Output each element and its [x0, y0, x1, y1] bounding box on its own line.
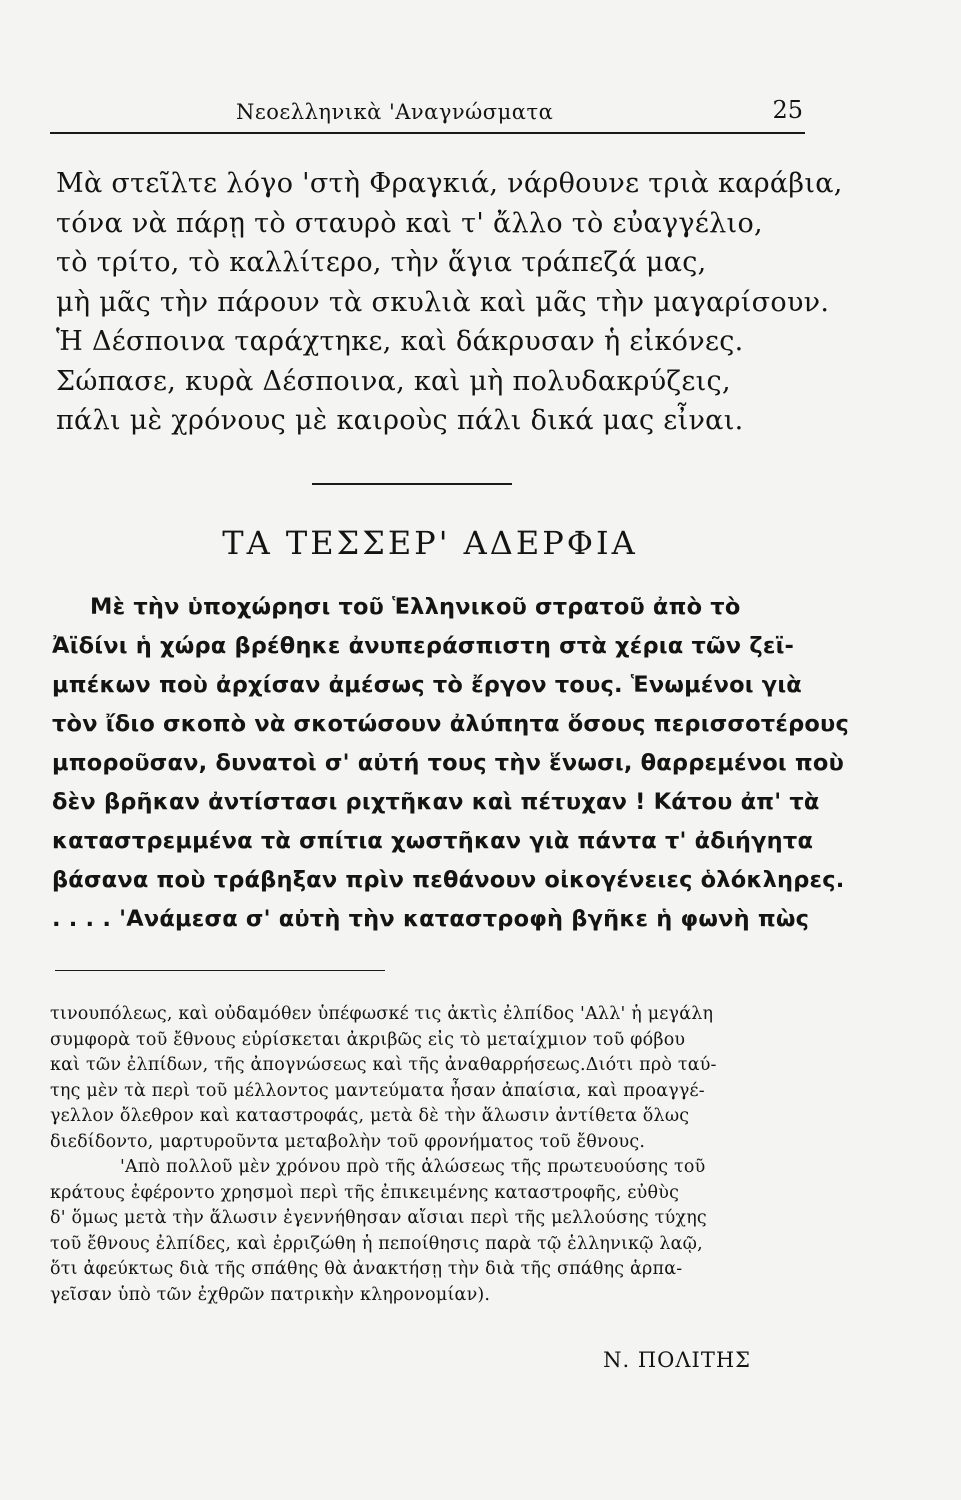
body-line: Ἀϊδίνι ἡ χώρα βρέθηκε ἀνυπεράσπιστη στὰ χέρια τῶν ζεϊ-: [52, 633, 795, 659]
footnote-divider: [55, 970, 385, 971]
poem-line: πάλι μὲ χρόνους μὲ καιροὺς πάλι δικά μας εἶναι.: [56, 405, 744, 436]
author-signature: Ν. ΠΟΛΙΤΗΣ: [603, 1348, 751, 1372]
body-line: καταστρεμμένα τὰ σπίτια χωστῆκαν γιὰ πάντα τ' ἀδιήγητα: [52, 828, 814, 854]
section-title: ΤΑ ΤΕΣΣΕΡ' ΑΔΕΡΦΙΑ: [222, 524, 638, 562]
footnote-line: της μὲν τὰ περὶ τοῦ μέλλοντος μαντεύματα ἦσαν ἀπαίσια, καὶ προαγγέ-: [50, 1080, 705, 1101]
footnote-line: 'Απὸ πολλοῦ μὲν χρόνου πρὸ τῆς ἁλώσεως τῆς πρωτευούσης τοῦ: [120, 1157, 706, 1177]
body-line: . . . . 'Ανάμεσα σ' αὐτὴ τὴν καταστροφὴ βγῆκε ἡ φωνὴ πὼς: [52, 906, 810, 932]
body-line: δὲν βρῆκαν ἀντίστασι ριχτῆκαν καὶ πέτυχαν ! Κάτου ἀπ' τὰ: [52, 789, 820, 815]
section-body: [52, 588, 849, 939]
footnote-line: συμφορὰ τοῦ ἔθνους εὑρίσκεται ἀκριβῶς εἰς τὸ μεταίχμιον τοῦ φόβου: [50, 1029, 686, 1050]
page-number: 25: [772, 96, 803, 124]
body-line: Μὲ τὴν ὑποχώρησι τοῦ Ἑλληνικοῦ στρατοῦ ἀπὸ τὸ: [90, 594, 741, 620]
running-title: Νεοελληνικὰ 'Αναγνώσματα: [236, 100, 554, 124]
footnote-line: κράτους ἐφέροντο χρησμοὶ περὶ τῆς ἐπικειμένης καταστροφῆς, εὐθὺς: [50, 1182, 680, 1203]
poem-line: τόνα νὰ πάρῃ τὸ σταυρὸ καὶ τ' ἄλλο τὸ εὐαγγέλιο,: [56, 207, 763, 239]
poem-line: τὸ τρίτο, τὸ καλλίτερο, τὴν ἅγια τράπεζά μας,: [56, 247, 707, 278]
footnote-line: διεδίδοντο, μαρτυροῦντα μεταβολὴν τοῦ φρονήματος τοῦ ἔθνους.: [50, 1131, 646, 1152]
poem-line: Μὰ στεῖλτε λόγο 'στὴ Φραγκιά, νάρθουνε τριὰ καράβια,: [56, 168, 843, 199]
section-divider: [312, 483, 512, 485]
poem-stanza: [56, 164, 843, 441]
page-header: [50, 96, 805, 134]
body-line: βάσανα ποὺ τράβηξαν πρὶν πεθάνουν οἰκογένειες ὁλόκληρες.: [52, 867, 845, 893]
footnote-line: δ' ὅμως μετὰ τὴν ἅλωσιν ἐγεννήθησαν αἴσιαι περὶ τῆς μελλούσης τύχης: [50, 1208, 707, 1228]
footnote-line: τινουπόλεως, καὶ οὐδαμόθεν ὑπέφωσκέ τις ἀκτὶς ἐλπίδος 'Αλλ' ἡ μεγάλη: [50, 1004, 714, 1024]
body-line: μπέκων ποὺ ἀρχίσαν ἀμέσως τὸ ἔργον τους. Ἑνωμένοι γιὰ: [52, 672, 802, 698]
poem-line: μὴ μᾶς τὴν πάρουν τὰ σκυλιὰ καὶ μᾶς τὴν μαγαρίσουν.: [56, 286, 830, 318]
body-line: μποροῦσαν, δυνατοὶ σ' αὐτή τους τὴν ἕνωσι, θαρρεμένοι ποὺ: [52, 750, 844, 776]
footnote-line: γελλον ὄλεθρον καὶ καταστροφάς, μετὰ δὲ τὴν ἅλωσιν ἀντίθετα ὅλως: [50, 1106, 690, 1126]
footnote-line: τοῦ ἔθνους ἐλπίδες, καὶ ἐρριζώθη ἡ πεποίθησις παρὰ τῷ ἑλληνικῷ λαῷ,: [50, 1233, 703, 1254]
poem-line: Ἡ Δέσποινα ταράχτηκε, καὶ δάκρυσαν ἡ εἰκόνες.: [56, 326, 744, 357]
footnote: [50, 1002, 820, 1308]
poem-line: Σώπασε, κυρὰ Δέσποινα, καὶ μὴ πολυδακρύζεις,: [56, 365, 731, 397]
footnote-line: καὶ τῶν ἐλπίδων, τῆς ἀπογνώσεως καὶ τῆς ἀναθαρρήσεως.Διότι πρὸ ταύ-: [50, 1055, 717, 1075]
footnote-line: ὅτι ἀφεύκτως διὰ τῆς σπάθης θὰ ἀνακτήσῃ τὴν διὰ τῆς σπάθης ἁρπα-: [50, 1259, 683, 1279]
body-line: τὸν ἴδιο σκοπὸ νὰ σκοτώσουν ἀλύπητα ὅσους περισσοτέρους: [52, 711, 849, 737]
footnote-line: γεῖσαν ὑπὸ τῶν ἐχθρῶν πατρικὴν κληρονομίαν).: [50, 1284, 491, 1305]
